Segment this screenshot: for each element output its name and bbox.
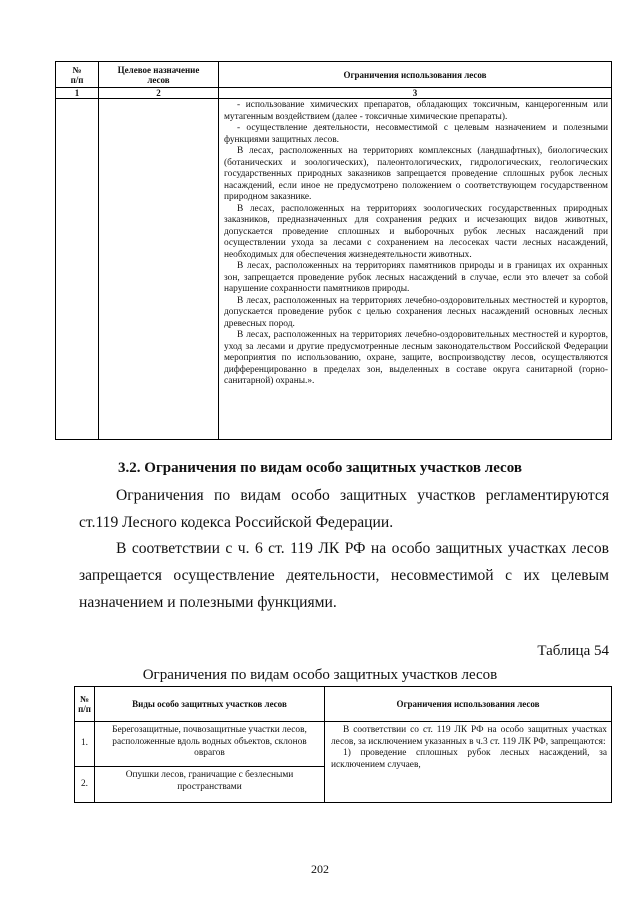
paragraph: В лесах, расположенных на территориях зоологических государственных природных заказников, предназначенных для сохранения редких и исчезающих видов животных, допускается проведение сплошных и выборочных рубок лесных насаждений при осуществлении ухода за лесами с сохранением на лесосеках части лесных насаждений, необходимых для обеспечения жизнедеятельности животных. — [224, 203, 608, 260]
column-number-3: 3 — [219, 88, 612, 99]
table-caption: Ограничения по видам особо защитных участков лесов — [142, 667, 498, 683]
header-purpose: Целевое назначение лесов — [99, 62, 219, 88]
table-label: Таблица 54 — [537, 643, 609, 659]
paragraph: В лесах, расположенных на территориях комплексных (ландшафтных), биологических (ботанических и зоологических), палеонтологических, гидрологических, геологических государственных природных заказников запрещается проведение сплошных рубок лесных насаждений, если иное не предусмотрено положением о соответствующем государственном природном заказнике. — [224, 146, 608, 202]
restrictions-text — [219, 99, 612, 440]
site-type: Берегозащитные, почвозащитные участки лесов, расположенные вдоль водных объектов, склонов оврагов — [95, 722, 325, 767]
paragraph: - осуществление деятельности, несовместимой с целевым назначением и полезными функциями защитных лесов. — [224, 123, 608, 145]
paragraph: В лесах, расположенных на территориях лечебно-оздоровительных местностей и курортов, уход за лесами и другие предусмотренные лесным законодательством Российской Федерации мероприятия по использованию, охране, защите, воспроизводству лесов, осуществляются дифференцированно в пределах зон, выделенных в составе округа санитарной (горно-санитарной) охраны.». — [224, 330, 608, 386]
empty-cell — [99, 99, 219, 440]
paragraph: Ограничения по видам особо защитных участков регламентируются ст.119 Лесного кодекса Российской Федерации. — [79, 487, 609, 531]
header-restrictions: Ограничения использования лесов — [325, 687, 612, 722]
site-type: Опушки лесов, граничащие с безлесными пространствами — [95, 767, 325, 803]
row-number: 2. — [75, 767, 95, 803]
header-restrictions: Ограничения использования лесов — [219, 62, 612, 88]
page-number: 202 — [311, 862, 329, 876]
header-number: № п/п — [56, 62, 99, 88]
table-row — [75, 722, 612, 767]
paragraph: В лесах, расположенных на территориях лечебно-оздоровительных местностей и курортов, допускается проведение рубок с целью сохранения лесных насаждений основных лесных древесных пород. — [224, 295, 608, 329]
paragraph: 1) проведение сплошных рубок лесных насаждений, за исключением случаев, — [331, 748, 607, 770]
header-site-type: Виды особо защитных участков лесов — [95, 687, 325, 722]
body-paragraph-1 — [79, 482, 609, 536]
body-paragraph-2 — [79, 535, 609, 616]
row-number: 1. — [75, 722, 95, 767]
paragraph: - использование химических препаратов, обладающих токсичным, канцерогенным или мутагенным воздействием (далее - токсичные химические препараты). — [224, 100, 608, 122]
special-protection-table — [74, 686, 612, 803]
header-number: № п/п — [75, 687, 95, 722]
paragraph: В соответствии с ч. 6 ст. 119 ЛК РФ на особо защитных участках лесов запрещается осуществление деятельности, несовместимой с их целевым назначением и полезными функциями. — [79, 540, 609, 611]
restrictions-cell — [325, 722, 612, 803]
paragraph: В соответствии со ст. 119 ЛК РФ на особо защитных участках лесов, за исключением указанных в ч.3 ст. 119 ЛК РФ, запрещаются: — [331, 725, 607, 747]
column-number-1: 1 — [56, 88, 99, 99]
empty-cell — [56, 99, 99, 440]
paragraph: В лесах, расположенных на территориях памятников природы и в границах их охранных зон, запрещается проведение рубок лесных насаждений в случае, если это влечет за собой нарушение сохранности памятников природы. — [224, 261, 608, 294]
column-number-2: 2 — [99, 88, 219, 99]
restrictions-table-continued — [55, 61, 612, 440]
section-heading: 3.2. Ограничения по видам особо защитных участков лесов — [118, 460, 522, 476]
